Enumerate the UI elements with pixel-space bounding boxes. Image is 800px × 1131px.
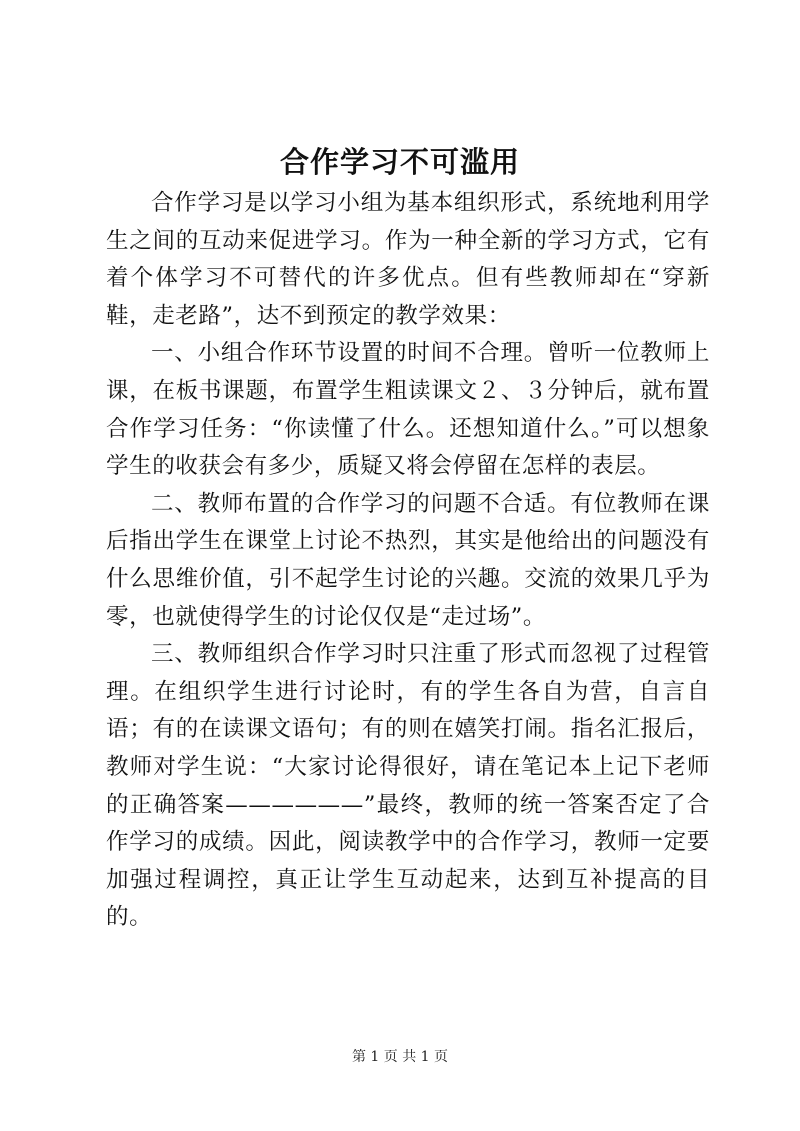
paragraph-intro: 合作学习是以学习小组为基本组织形式，系统地利用学生之间的互动来促进学习。作为一种全新的学习方式，它有着个体学习不可替代的许多优点。但有些教师却在“穿新鞋，走老路”，达不到预定的教学效果： — [106, 190, 710, 329]
paragraph-point-one: 一、小组合作环节设置的时间不合理。曾听一位教师上课，在板书课题，布置学生粗读课文２、３分钟后，就布置合作学习任务：“你读懂了什么。还想知道什么。”可以想象学生的收获会有多少，质疑又将会停留在怎样的表层。 — [106, 340, 710, 480]
document-body — [106, 185, 710, 937]
paragraph-point-two: 二、教师布置的合作学习的问题不合适。有位教师在课后指出学生在课堂上讨论不热烈，其实是他给出的问题没有什么思维价值，引不起学生讨论的兴趣。交流的效果几乎为零，也就使得学生的讨论仅仅是“走过场”。 — [106, 490, 710, 630]
page-number-footer: 第 1 页 共 1 页 — [351, 1049, 449, 1065]
document-title: 合作学习不可滥用 — [279, 145, 520, 179]
paragraph-point-three: 三、教师组织合作学习时只注重了形式而忽视了过程管理。在组织学生进行讨论时，有的学生各自为营，自言自语；有的在读课文语句；有的则在嬉笑打闹。指名汇报后，教师对学生说：“大家讨论得很好，请在笔记本上记下老师的正确答案——————”最终，教师的统一答案否定了合作学习的成绩。因此，阅读教学中的合作学习，教师一定要加强过程调控，真正让学生互动起来，达到互补提高的目的。 — [106, 641, 710, 931]
